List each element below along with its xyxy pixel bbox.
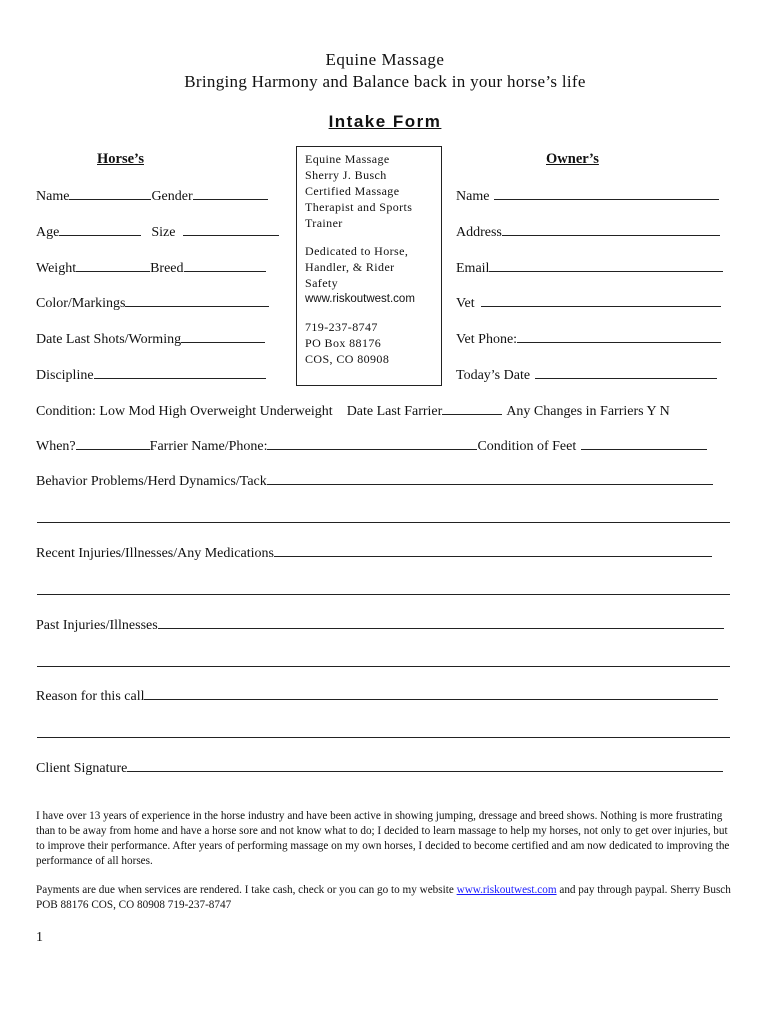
owner-name-line[interactable]: [494, 187, 719, 200]
reason-line[interactable]: [144, 687, 718, 700]
payment-paragraph: [36, 883, 736, 913]
contact-info-box: [296, 146, 442, 386]
behavior-line[interactable]: [267, 472, 713, 485]
reason-field[interactable]: [36, 687, 718, 705]
website-link[interactable]: www.riskoutwest.com: [456, 884, 557, 896]
owner-vet-line[interactable]: [481, 294, 721, 307]
box-business-name: Equine Massage: [305, 152, 390, 166]
behavior-field[interactable]: [36, 472, 713, 490]
condition-of-feet-line[interactable]: [581, 437, 707, 450]
owner-vet-label: Vet: [456, 296, 475, 311]
behavior-label: Behavior Problems/Herd Dynamics/Tack: [36, 474, 267, 489]
past-injuries-field[interactable]: [36, 616, 724, 634]
owner-address-label: Address: [456, 225, 502, 240]
date-last-farrier-line[interactable]: [442, 402, 502, 415]
owner-heading: Owner’s: [546, 151, 599, 167]
recent-injuries-field[interactable]: [36, 544, 712, 562]
client-signature-label: Client Signature: [36, 761, 128, 776]
horse-color-field[interactable]: [36, 294, 269, 312]
owner-todays-date-field[interactable]: [456, 366, 717, 384]
horse-weight-label: Weight: [36, 261, 77, 276]
owner-email-field[interactable]: [456, 259, 723, 277]
box-phone: 719-237-8747: [305, 320, 378, 334]
horse-color-label: Color/Markings: [36, 296, 126, 311]
experience-paragraph: I have over 13 years of experience in the horse industry and have been active in showing jumping, dressage and breed shows. Nothing is more frustrating than to be away from home and have a horse sore and not know what to do; I decided to learn massage to help my horses, not only to get over injuries, but to improve their performance. After years of performing massage on my own horses, I decided to become certified and am now dedicated to improving the performance of all horses.: [36, 810, 730, 867]
past-injuries-label: Past Injuries/Illnesses: [36, 618, 158, 633]
payment-text-start: Payments are due when services are rendered. I take cash, check or you can go to my website: [36, 884, 457, 896]
past-injuries-line[interactable]: [158, 616, 724, 629]
box-dedicated-3: Safety: [305, 276, 339, 290]
farrier-name-phone-line[interactable]: [267, 437, 477, 450]
payment-text-end: and pay through paypal. Sherry Busch POB 88176 COS, CO 80908 719-237-8747: [36, 884, 731, 911]
form-title: Intake Form: [328, 112, 442, 131]
horse-name-label: Name: [36, 189, 70, 204]
horse-size-line[interactable]: [183, 223, 279, 236]
document-tagline: Bringing Harmony and Balance back in your horse’s life: [184, 72, 586, 91]
owner-vet-phone-label: Vet Phone:: [456, 332, 518, 347]
horse-color-line[interactable]: [125, 294, 269, 307]
horse-age-label: Age: [36, 225, 60, 240]
box-dedicated-2: Handler, & Rider: [305, 260, 395, 274]
owner-name-field[interactable]: [456, 187, 719, 205]
horse-gender-label: Gender: [151, 189, 193, 204]
owner-vet-field[interactable]: [456, 294, 721, 312]
horse-shots-field[interactable]: [36, 330, 265, 348]
horse-breed-label: Breed: [150, 261, 184, 276]
horse-weight-line[interactable]: [76, 259, 150, 272]
condition-row[interactable]: [36, 402, 670, 420]
farrier-row[interactable]: [36, 437, 707, 455]
horse-age-field[interactable]: [36, 223, 279, 241]
behavior-extra-line[interactable]: [37, 521, 730, 523]
recent-injuries-extra-line[interactable]: [37, 593, 730, 595]
reason-label: Reason for this call: [36, 689, 145, 704]
owner-email-label: Email: [456, 261, 490, 276]
owner-vet-phone-line[interactable]: [517, 330, 721, 343]
farrier-name-phone-label: Farrier Name/Phone:: [149, 439, 268, 454]
box-dedicated-1: Dedicated to Horse,: [305, 244, 409, 258]
condition-of-feet-label: Condition of Feet: [477, 439, 577, 454]
reason-extra-line[interactable]: [37, 736, 730, 738]
box-po-box: PO Box 88176: [305, 336, 382, 350]
horse-age-line[interactable]: [59, 223, 141, 236]
box-certification-2: Therapist and Sports: [305, 200, 413, 214]
horse-shots-line[interactable]: [181, 330, 265, 343]
farrier-changes-label: Any Changes in Farriers Y N: [506, 404, 670, 419]
box-city: COS, CO 80908: [305, 352, 390, 366]
horse-heading: Horse’s: [97, 151, 144, 167]
document-title: Equine Massage: [325, 50, 445, 69]
owner-address-line[interactable]: [502, 223, 720, 236]
recent-injuries-line[interactable]: [274, 544, 712, 557]
todays-date-label: Today’s Date: [456, 368, 531, 383]
todays-date-line[interactable]: [535, 366, 717, 379]
horse-discipline-field[interactable]: [36, 366, 266, 384]
past-injuries-extra-line[interactable]: [37, 665, 730, 667]
box-certification-1: Certified Massage: [305, 184, 400, 198]
horse-name-field[interactable]: [36, 187, 268, 205]
horse-weight-field[interactable]: [36, 259, 266, 277]
owner-address-field[interactable]: [456, 223, 720, 241]
client-signature-line[interactable]: [127, 759, 723, 772]
horse-discipline-line[interactable]: [94, 366, 266, 379]
box-website[interactable]: www.riskoutwest.com: [305, 293, 415, 305]
recent-injuries-label: Recent Injuries/Illnesses/Any Medications: [36, 546, 274, 561]
when-line[interactable]: [76, 437, 150, 450]
horse-shots-label: Date Last Shots/Worming: [36, 332, 182, 347]
box-owner-name: Sherry J. Busch: [305, 168, 387, 182]
page-number: 1: [36, 930, 43, 945]
when-label: When?: [36, 439, 76, 454]
horse-size-label: Size: [151, 225, 176, 240]
condition-label: Condition: Low Mod High Overweight Underweight: [36, 404, 333, 419]
horse-gender-line[interactable]: [193, 187, 268, 200]
horse-discipline-label: Discipline: [36, 368, 94, 383]
horse-name-line[interactable]: [69, 187, 151, 200]
date-last-farrier-label: Date Last Farrier: [346, 404, 443, 419]
horse-breed-line[interactable]: [184, 259, 266, 272]
owner-name-label: Name: [456, 189, 490, 204]
box-certification-3: Trainer: [305, 216, 343, 230]
owner-vet-phone-field[interactable]: [456, 330, 721, 348]
client-signature-field[interactable]: [36, 759, 723, 777]
owner-email-line[interactable]: [489, 259, 723, 272]
